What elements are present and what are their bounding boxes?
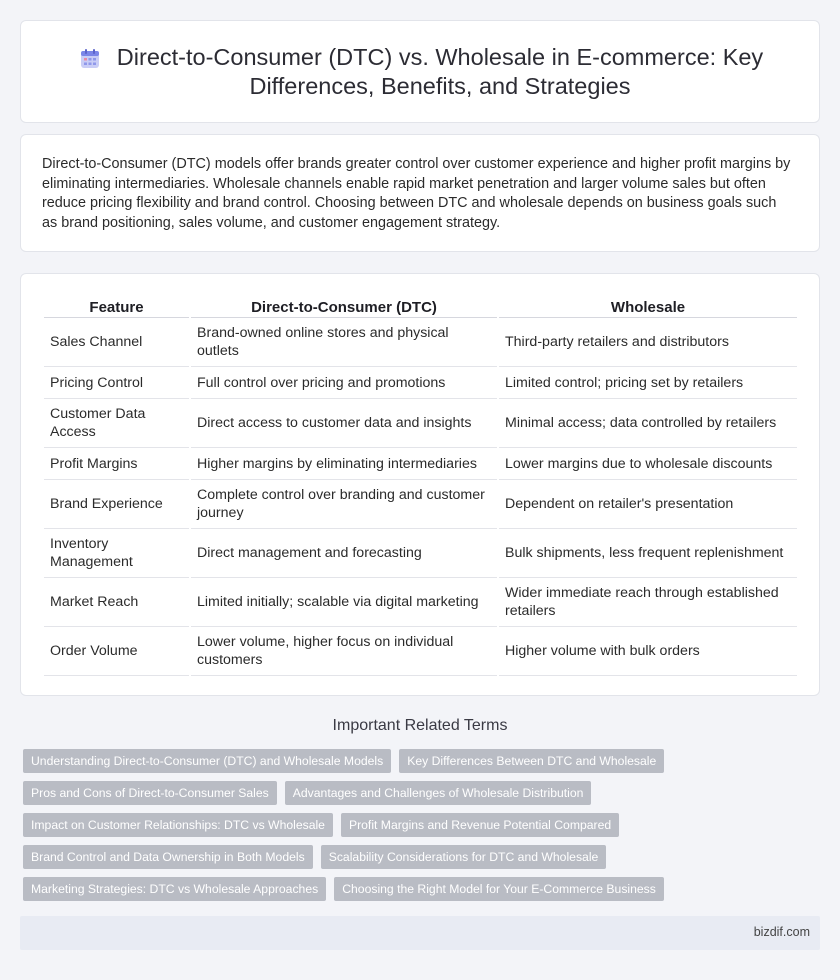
related-term-link[interactable]: Profit Margins and Revenue Potential Compared: [341, 813, 619, 837]
table-cell: Limited initially; scalable via digital marketing: [191, 578, 497, 627]
table-cell: Lower volume, higher focus on individual customers: [191, 627, 497, 676]
related-term-link[interactable]: Brand Control and Data Ownership in Both Models: [23, 845, 313, 869]
table-cell: Profit Margins: [44, 448, 189, 480]
table-cell: Limited control; pricing set by retailers: [499, 367, 797, 399]
table-cell: Pricing Control: [44, 367, 189, 399]
related-term-link[interactable]: Choosing the Right Model for Your E-Commerce Business: [334, 877, 664, 901]
table-row: [44, 448, 797, 480]
table-cell: Lower margins due to wholesale discounts: [499, 448, 797, 480]
table-row: [44, 627, 797, 676]
table-cell: Bulk shipments, less frequent replenishment: [499, 529, 797, 578]
table-cell: Complete control over branding and customer journey: [191, 480, 497, 529]
table-row: [44, 318, 797, 367]
table-cell: Brand-owned online stores and physical outlets: [191, 318, 497, 367]
related-term-link[interactable]: Key Differences Between DTC and Wholesale: [399, 749, 664, 773]
related-term-link[interactable]: Scalability Considerations for DTC and Wholesale: [321, 845, 607, 869]
table-cell: Market Reach: [44, 578, 189, 627]
footer-site-link[interactable]: bizdif.com: [753, 925, 810, 939]
related-terms-list: [23, 749, 813, 901]
table-cell: Direct access to customer data and insights: [191, 399, 497, 448]
table-cell: Full control over pricing and promotions: [191, 367, 497, 399]
page-title: Direct-to-Consumer (DTC) vs. Wholesale in E-commerce: Key Differences, Benefits, and Strategies: [116, 44, 764, 99]
table-cell: Customer Data Access: [44, 399, 189, 448]
header-card: [20, 20, 820, 123]
related-term-link[interactable]: Marketing Strategies: DTC vs Wholesale Approaches: [23, 877, 326, 901]
table-row: [44, 367, 797, 399]
intro-card: [20, 134, 820, 252]
table-row: [44, 399, 797, 448]
comparison-table: [42, 294, 799, 676]
table-cell: Brand Experience: [44, 480, 189, 529]
table-cell: Minimal access; data controlled by retailers: [499, 399, 797, 448]
table-cell: Dependent on retailer's presentation: [499, 480, 797, 529]
related-term-link[interactable]: Impact on Customer Relationships: DTC vs Wholesale: [23, 813, 333, 837]
table-cell: Inventory Management: [44, 529, 189, 578]
table-cell: Order Volume: [44, 627, 189, 676]
footer: [20, 916, 820, 950]
table-cell: Third-party retailers and distributors: [499, 318, 797, 367]
related-terms-title: Important Related Terms: [332, 717, 508, 734]
intro-paragraph: Direct-to-Consumer (DTC) models offer brands greater control over customer experience and higher profit margins by eliminating intermediaries. Wholesale channels enable rapid market penetration and larger volume sales but often reduce pricing flexibility and brand control. Choosing between DTC and wholesale depends on business goals such as brand positioning, sales volume, and customer engagement strategy.: [42, 156, 791, 231]
table-header-feature: Feature: [44, 294, 189, 318]
table-cell: Higher volume with bulk orders: [499, 627, 797, 676]
related-term-link[interactable]: Understanding Direct-to-Consumer (DTC) and Wholesale Models: [23, 749, 391, 773]
table-header-dtc: Direct-to-Consumer (DTC): [191, 294, 497, 318]
related-term-link[interactable]: Advantages and Challenges of Wholesale Distribution: [285, 781, 592, 805]
table-cell: Wider immediate reach through established retailers: [499, 578, 797, 627]
table-cell: Sales Channel: [44, 318, 189, 367]
table-cell: Higher margins by eliminating intermediaries: [191, 448, 497, 480]
table-header-wholesale: Wholesale: [499, 294, 797, 318]
table-row: [44, 578, 797, 627]
comparison-table-card: [20, 273, 820, 696]
related-term-link[interactable]: Pros and Cons of Direct-to-Consumer Sales: [23, 781, 277, 805]
table-row: [44, 529, 797, 578]
table-row: [44, 480, 797, 529]
table-cell: Direct management and forecasting: [191, 529, 497, 578]
